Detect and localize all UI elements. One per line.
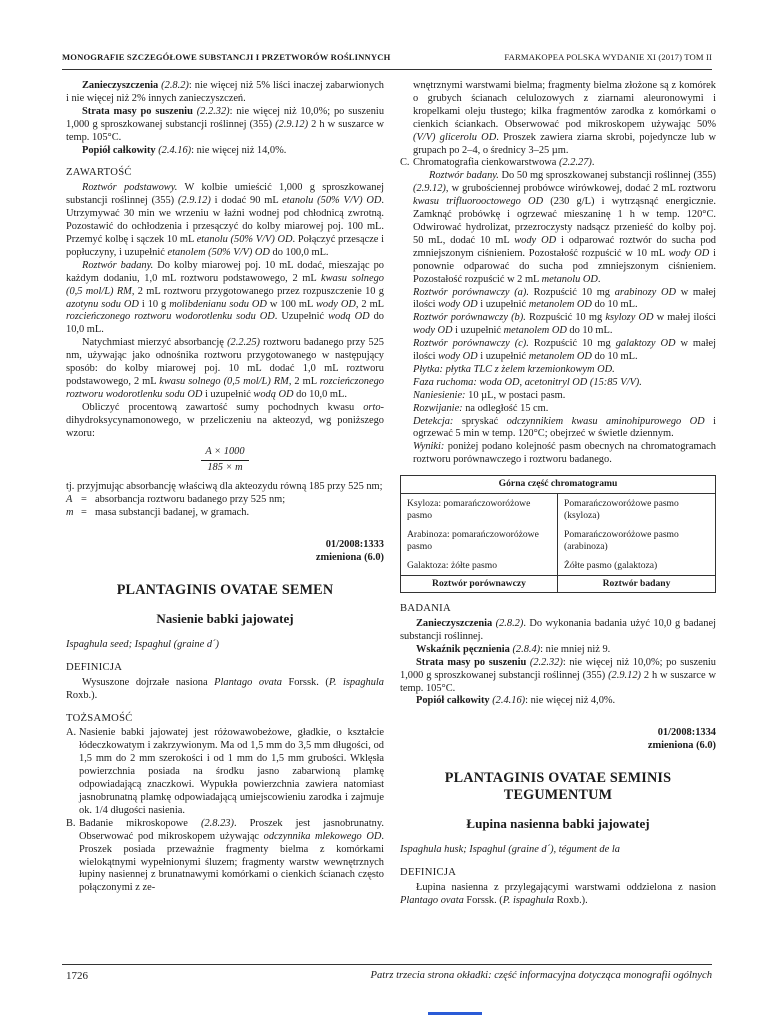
table-cell: Ksyloza: pomarańczoworóżowe pasmo: [401, 494, 558, 525]
section-heading-identification: TOŻSAMOŚĆ: [66, 712, 133, 724]
tlc-test-solution: Roztwór badany. Do 50 mg sproszkowanej substancji roślinnej (355) (2.9.12), w grubościennej probówce wirówkowej, dodać 2 mL roztworu kwasu trifluorooctowego OD (230 g/L) i wytrząsnąć energicznie. Zamknąć probówkę i ogrzewać mieszaninę 1 h w temp. 120°C. Odwirować hydrolizat, przezroczysty nadsącz przenieść do kolby poj. 50 mL, dodać 10 mL wody OD i odparować roztwór do sucha pod zmniejszonym ciśnieniem. Pozostałość rozpuścić w 10 mL wody OD i ponownie odparować do sucha pod zmniejszonym ciśnieniem. Pozostałość rozpuścić w 2 mL metanolu OD.: [413, 170, 716, 285]
assay-formula: [66, 446, 384, 475]
page-scroll-indicator[interactable]: [428, 1012, 482, 1015]
tlc-plate: Płytka: płytka TLC z żelem krzemionkowym OD.: [413, 363, 615, 375]
section-heading-definition-2: DEFINICJA: [400, 867, 457, 879]
header-rule: [62, 69, 712, 70]
monograph-reference-2: 01/2008:1334 zmieniona (6.0): [647, 727, 716, 752]
monograph-reference: 01/2008:1333 zmieniona (6.0): [315, 539, 384, 563]
formula-numerator: A × 1000: [201, 446, 248, 461]
loss-on-drying-paragraph: Strata masy po suszeniu (2.2.32): nie więcej niż 10,0%; po suszeniu 1,000 g sproszkowanej substancji roślinnej (355) (2.9.12) 2 h w suszarce w temp. 105°C.: [66, 105, 385, 143]
identification-item-a: A. Nasienie babki jajowatej jest różowawobeżowe, gładkie, o kształcie łódeczkowatym i zakrzywionym. Ma od 1,5 mm do 3,5 mm długości, od 1,5 mm do 2 mm szerokości i od 1 mm do 1,5 mm grubości. Wklęsła powierzchnia posiada na środku jasno zabarwioną plamkę odpowiadającą znaczkowi. Wypukła powierzchnia zawiera natomiast jasnobrunatną plamkę odpowiadającą umiejscowieniu zarodka i zajmuje ok. 1/4 długości nasienia.: [66, 727, 384, 816]
table-footer: [401, 575, 715, 592]
tlc-development: Rozwijanie: na odległość 15 cm.: [413, 402, 549, 414]
table-cell: Pomarańczoworóżowe pasmo (arabinoza): [564, 529, 679, 553]
tlc-mobile-phase: Faza ruchoma: woda OD, acetonitryl OD (15:85 V/V).: [413, 376, 642, 388]
tests-swelling-index: Wskaźnik pęcznienia (2.8.4): nie mniej niż 9.: [416, 643, 611, 655]
tlc-reference-b: Roztwór porównawczy (b). Rozpuścić 10 mg ksylozy OD w małej ilości wody OD i uzupełnić metanolem OD do 10 mL.: [413, 312, 717, 337]
calculation-paragraph: Obliczyć procentową zawartość sumy pochodnych kwasu orto-dihydroksycynamonowego, w przeliczeniu na akteozyd, wg poniższego wzoru:: [66, 401, 384, 439]
chromatogram-table: [400, 475, 716, 593]
monograph-synonyms-2: Ispaghula husk; Ispaghul (graine d´), tégument de la: [400, 844, 620, 856]
tlc-application: Naniesienie: 10 µL, w postaci pasm.: [413, 389, 566, 401]
stock-solution-paragraph: Roztwór podstawowy. W kolbie umieścić 1,000 g sproszkowanej substancji roślinnej (355) (2.9.12) i dodać 90 mL etanolu (50% V/V) OD. Utrzymywać 30 min we wrzeniu w łaźni wodnej pod chłodnicą zwrotną. Pozostawić do ochłodzenia i przesączyć do kolby miarowej poj. 100 mL. Przemyć kolbę i sączek 10 mL etanolu (50% V/V) OD. Połączyć przesącze i popłuczyny, i uzupełnić etanolem (50% V/V) OD do 100,0 mL.: [66, 182, 385, 258]
table-cell: Żółte pasmo (galaktoza): [564, 560, 658, 572]
definition-paragraph: Wysuszone dojrzałe nasiona Plantago ovata Forssk. (P. ispaghula Roxb.).: [66, 676, 384, 701]
table-cell: Arabinoza: pomarańczoworóżowe pasmo: [401, 525, 558, 556]
tlc-results: Wyniki: poniżej podano kolejność pasm obecnych na chromatogramach roztworu porównawczego i roztworu badanego.: [413, 441, 716, 466]
monograph-subtitle-2: Łupina nasienna babki jajowatej: [466, 816, 650, 832]
impurities-paragraph: Zanieczyszczenia (2.8.2): nie więcej niż 5% liści inaczej zabarwionych i nie więcej niż 2% innych zanieczyszczeń.: [66, 80, 384, 104]
table-row: [401, 556, 715, 575]
section-heading-assay: ZAWARTOŚĆ: [66, 167, 132, 179]
tlc-reference-c: Roztwór porównawczy (c). Rozpuścić 10 mg galaktozy OD w małej ilości wody OD i uzupełnić metanolem OD do 10 mL.: [413, 338, 716, 363]
total-ash-paragraph: Popiół całkowity (2.4.16): nie więcej niż 14,0%.: [82, 144, 287, 156]
table-cell: Galaktoza: żółte pasmo: [401, 556, 558, 575]
section-heading-tests: BADANIA: [400, 603, 451, 615]
header-section-title: MONOGRAFIE SZCZEGÓŁOWE SUBSTANCJI I PRZETWORÓW ROŚLINNYCH: [62, 52, 391, 62]
formula-note: tj. przyjmując absorbancję właściwą dla akteozydu równą 185 przy 525 nm;: [66, 481, 383, 493]
table-footer-left: Roztwór porównawczy: [401, 576, 558, 592]
footer-rule: [62, 964, 712, 965]
tlc-reference-a: Roztwór porównawczy (a). Rozpuścić 10 mg arabinozy OD w małej ilości wody OD i uzupełnić metanolem OD do 10 mL.: [413, 286, 717, 311]
tests-total-ash: Popiół całkowity (2.4.16): nie więcej niż 4,0%.: [416, 695, 616, 707]
definition-row: m = masa substancji badanej, w gramach.: [66, 507, 250, 519]
left-column: [66, 80, 384, 895]
identification-item-b-continued: wnętrznymi warstwami bielma; fragmenty bielma złożone są z komórek o grubych ścianach celulozowych z ziarnami aleuronowymi i kropelkami oleju tłustego; kilka fragmentów zarodka z komórkami o cienkich ściankach. Obserwować pod mikroskopem używając 50% (V/V) glicerolu OD. Proszek zawiera ziarna skrobi, pojedyncze lub w grupach po 2–4, o średnicy 3–25 µm.: [413, 80, 716, 156]
page-number: 1726: [66, 970, 88, 982]
tlc-detection: Detekcja: spryskać odczynnikiem kwasu aminohipurowego OD i ogrzewać 5 min w temp. 120°C; obejrzeć w świetle dziennym.: [413, 415, 716, 440]
monograph-subtitle: Nasienie babki jajowatej: [156, 611, 294, 626]
section-heading-definition: DEFINICJA: [66, 661, 123, 673]
right-column: [400, 80, 716, 908]
absorbance-paragraph: Natychmiast mierzyć absorbancję (2.2.25) roztworu badanego przy 525 nm, używając jako odnośnika roztworu przygotowanego w następujący sposób: do kolby miarowej poj. 10 mL dodać 1,0 mL roztworu podstawowego, 2 mL kwasu solnego (0,5 mol/L) RM, 2 mL rozcieńczonego roztworu wodorotlenku sodu OD i uzupełnić wodą OD do 10,0 mL.: [66, 337, 384, 400]
table-footer-right: Roztwór badany: [602, 578, 671, 590]
monograph-title-2: PLANTAGINIS OVATAE SEMINIS TEGUMENTUM: [444, 770, 672, 804]
table-header: Górna część chromatogramu: [401, 476, 715, 494]
identification-item-c: C. Chromatografia cienkowarstwowa (2.2.27). Roztwór badany. Do 50 mg sproszkowanej substancji roślinnej (355) (2.9.12), w grubościennej probówce wirówkowej, dodać 2 mL roztworu kwasu trifluorooctowego OD (230 g/L) i wytrząsnąć energicznie. Zamknąć probówkę i ogrzewać mieszaninę 1 h w temp. 120°C. Odwirować hydrolizat, przezroczysty nadsącz przenieść do kolby poj. 50 mL, dodać 10 mL wody OD i odparować roztwór do sucha pod zmniejszonym ciśnieniem. Pozostałość rozpuścić w 10 mL wody OD i ponownie odparować do sucha pod zmniejszonym ciśnieniem. Pozostałość rozpuścić w 2 mL metanolu OD. Roztwór porównawczy (a). Rozpuścić 10 mg arabinozy OD w małej ilości wody OD i uzupełnić metanolem OD do 10 mL. Roztwór porównawczy (b). Rozpuścić 10 mg ksylozy OD w małej ilości wody OD i uzupełnić metanolem OD do 10 mL. Roztwór porównawczy (c). Rozpuścić 10 mg galaktozy OD w małej ilości wody OD i uzupełnić metanolem OD do 10 mL. Płytka: płytka TLC z żelem krzemionkowym OD. Faza ruchoma: woda OD, acetonitryl OD (15:85 V/V). Naniesienie: 10 µL, w postaci pasm. Rozwijanie: na odległość 15 cm. Detekcja: spryskać odczynnikiem kwasu aminohipurowego OD i ogrzewać 5 min w temp. 120°C; obejrzeć w świetle dziennym. Wyniki: poniżej podano kolejność pasm obecnych na chromatogramach roztworu porównawczego i roztworu badanego.: [400, 157, 717, 466]
identification-item-b: B. Badanie mikroskopowe (2.8.23). Proszek jest jasnobrunatny. Obserwować pod mikroskopem używając odczynnika mlekowego OD. Proszek posiada przeważnie fragmenty bielma z komórkami wielokątnymi wypełnionymi śluzem; fragmenty warstw wewnętrznych łupiny nasiennej z brunatnawymi komórkami o cienkich ścianach często połączonymi z ze-: [66, 817, 384, 894]
footer-note: Patrz trzecia strona okładki: część informacyjna dotycząca monografii ogólnych: [370, 970, 712, 981]
table-cell: Pomarańczoworóżowe pasmo (ksyloza): [564, 498, 679, 522]
monograph-synonyms: Ispaghula seed; Ispaghul (graine d´): [66, 638, 219, 650]
formula-denominator: 185 × m: [207, 462, 243, 474]
header-publication-title: FARMAKOPEA POLSKA WYDANIE XI (2017) TOM II: [504, 52, 712, 62]
definition-row: A = absorbancja roztworu badanego przy 525 nm;: [66, 494, 286, 506]
test-solution-paragraph: Roztwór badany. Do kolby miarowej poj. 10 mL dodać, mieszając po każdym dodaniu, 1,0 mL roztworu podstawowego, 2 mL kwasu solnego (0,5 mol/L) RM, 2 mL roztworu przygotowanego przez rozpuszczenie 10 g azotynu sodu OD i 10 g molibdenianu sodu OD w 100 mL wody OD, 2 mL rozcieńczonego roztworu wodorotlenku sodu OD. Uzupełnić wodą OD do 10,0 mL.: [66, 259, 384, 336]
running-header: [62, 51, 712, 65]
table-row: [401, 525, 715, 556]
table-row: [401, 494, 715, 525]
tests-impurities: Zanieczyszczenia (2.8.2). Do wykonania badania użyć 10,0 g badanej substancji roślinnej.: [400, 618, 716, 642]
definition-paragraph-2: Łupina nasienna z przylegającymi warstwami oddzielona z nasion Plantago ovata Forssk. (P. ispaghula Roxb.).: [400, 882, 716, 906]
tests-loss-on-drying: Strata masy po suszeniu (2.2.32): nie więcej niż 10,0%; po suszeniu 1,000 g sproszkowanej substancji roślinnej (355) (2.9.12) 2 h w suszarce w temp. 105°C.: [400, 656, 717, 694]
monograph-title: PLANTAGINIS OVATAE SEMEN: [116, 582, 334, 598]
